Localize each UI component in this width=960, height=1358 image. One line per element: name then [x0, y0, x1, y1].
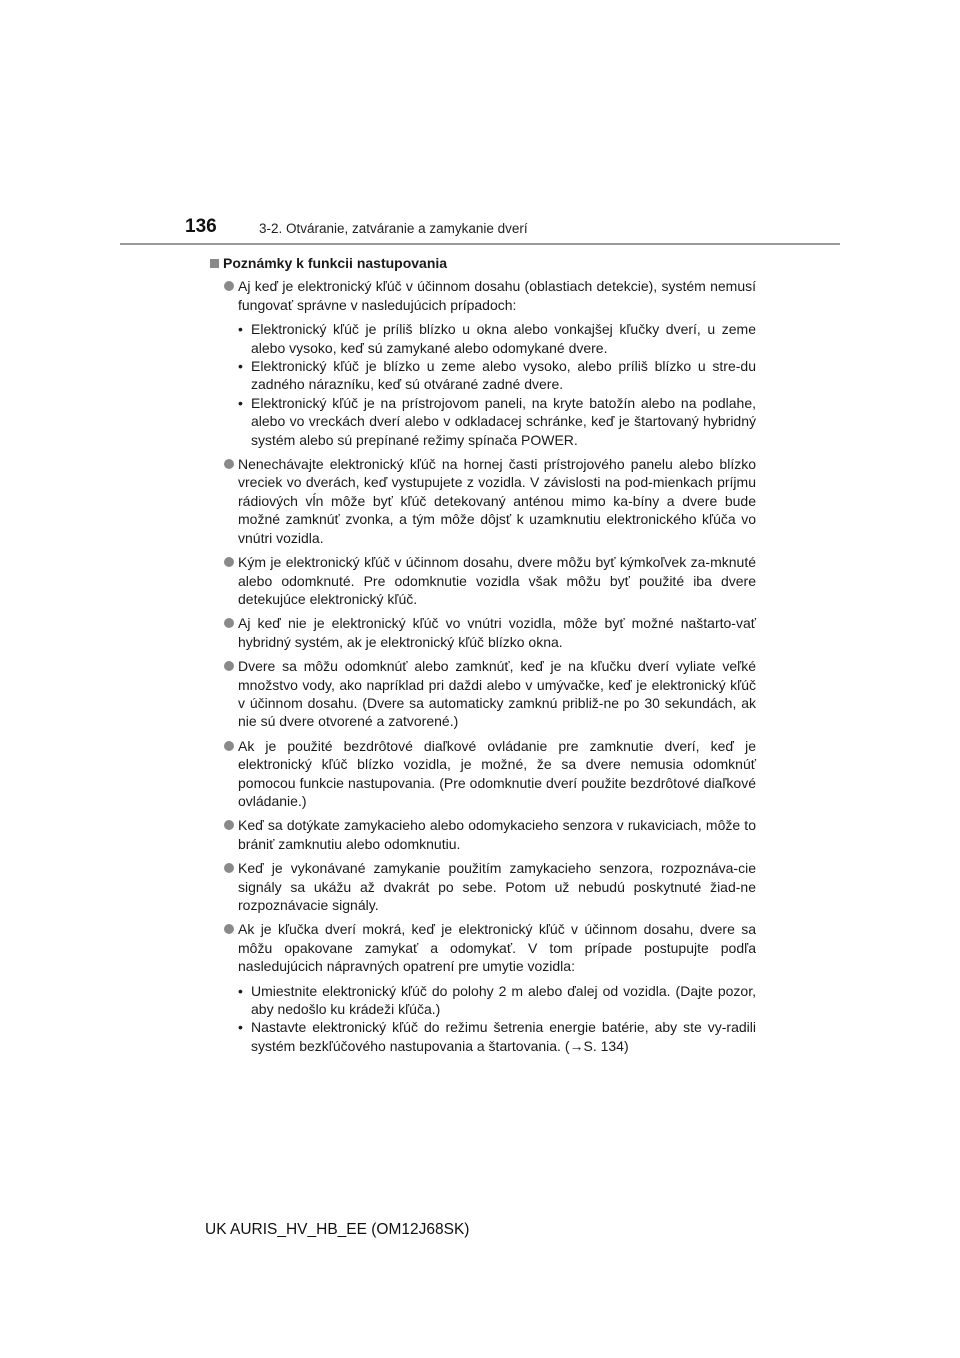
sub-item-text: Nastavte elektronický kľúč do režimu šetrenia energie batérie, aby ste vy-radili systém bezkľúčového nastupovania a štartovania. (→S. 134)	[251, 1019, 756, 1054]
circle-bullet-icon	[224, 661, 234, 671]
sub-item-text: Elektronický kľúč je príliš blízko u okna alebo vonkajšej kľučky dverí, u zeme alebo vysoko, keď sú zamykané alebo odomykané dvere.	[251, 321, 756, 356]
section-heading-text: Poznámky k funkcii nastupovania	[223, 255, 448, 271]
sub-list	[210, 320, 756, 449]
bullet-icon: •	[238, 321, 243, 338]
circle-bullet-icon	[224, 820, 234, 830]
note-text: Keď sa dotýkate zamykacieho alebo odomykacieho senzora v rukaviciach, môže to brániť zamknutiu alebo odomknutiu.	[238, 817, 756, 852]
note-text: Kým je elektronický kľúč v účinnom dosahu, dvere môžu byť kýmkoľvek za-mknuté alebo odomknuté. Pre odomknutie vozidla však môžu byť použité iba dvere detekujúce elektronický kľúč.	[238, 554, 756, 607]
circle-bullet-icon	[224, 863, 234, 873]
note-text: Dvere sa môžu odomknúť alebo zamknúť, keď je na kľučku dverí vyliate veľké množstvo vody, ako napríklad pri daždi alebo v umývačke, keď je elektronický kľúč v účinnom dosahu. (Dvere sa automaticky zamknú približ-ne po 30 sekundách, ak nie sú dvere otvorené a zatvorené.)	[238, 658, 756, 730]
circle-bullet-icon	[224, 459, 234, 469]
note-item	[210, 614, 756, 651]
square-bullet-icon	[210, 259, 219, 268]
header-rule	[120, 243, 840, 245]
note-item	[210, 816, 756, 853]
notes-list	[210, 277, 756, 1055]
page-number: 136	[185, 216, 217, 237]
sub-item	[210, 1018, 756, 1055]
bullet-icon: •	[238, 394, 243, 411]
note-text: Ak je kľučka dverí mokrá, keď je elektronický kľúč v účinnom dosahu, dvere sa môžu opakovane zamykať a odomykať. V tom prípade postupujte podľa nasledujúcich nápravných opatrení pre umytie vozidla:	[238, 921, 756, 975]
sub-item-text: Elektronický kľúč je na prístrojovom paneli, na kryte batožín alebo na podlahe, alebo vo vreckách dverí alebo v odkladacej schránke, keď je štartovaný hybridný systém alebo sú prepínané režimy spínača POWER.	[251, 394, 756, 448]
note-item	[210, 920, 756, 975]
bullet-icon: •	[238, 358, 243, 375]
circle-bullet-icon	[224, 281, 234, 291]
circle-bullet-icon	[224, 618, 234, 628]
circle-bullet-icon	[224, 741, 234, 751]
note-item	[210, 277, 756, 314]
chapter-title: 3-2. Otváranie, zatváranie a zamykanie dverí	[259, 221, 528, 236]
note-text: Aj keď je elektronický kľúč v účinnom dosahu (oblastiach detekcie), systém nemusí fungovať správne v nasledujúcich prípadoch:	[238, 278, 756, 313]
note-item	[210, 657, 756, 731]
note-item	[210, 859, 756, 914]
note-item	[210, 553, 756, 608]
section-heading	[210, 254, 756, 272]
note-text: Keď je vykonávané zamykanie použitím zamykacieho senzora, rozpoznáva-cie signály sa ukážu až dvakrát po sebe. Potom už nebudú poskytnuté žiad-ne rozpoznávacie signály.	[238, 860, 756, 913]
sub-list	[210, 982, 756, 1056]
bullet-icon: •	[238, 1019, 243, 1036]
note-item	[210, 737, 756, 811]
manual-code: UK AURIS_HV_HB_EE (OM12J68SK)	[205, 1221, 470, 1238]
bullet-icon: •	[238, 982, 243, 999]
circle-bullet-icon	[224, 557, 234, 567]
note-item	[210, 455, 756, 547]
sub-item	[210, 982, 756, 1019]
circle-bullet-icon	[224, 924, 234, 934]
note-text: Nenechávajte elektronický kľúč na hornej časti prístrojového panelu alebo blízko vreciek vo dverách, keď vystupujete z vozidla. V závislosti na pod-mienkach príjmu rádiových vĺn môže byť kľúč detekovaný anténou mimo ka-bíny a dvere bude možné zamknúť zvonka, a tým môže dôjsť k uzamknutiu elektronického kľúča vo vnútri vozidla.	[238, 456, 756, 546]
sub-item	[210, 320, 756, 357]
sub-item	[210, 357, 756, 394]
sub-item-text: Elektronický kľúč je blízko u zeme alebo vysoko, alebo príliš blízko u stre-du zadného nárazníku, keď sú otvárané zadné dvere.	[251, 358, 756, 393]
note-text: Ak je použité bezdrôtové diaľkové ovládanie pre zamknutie dverí, keď je elektronický kľúč blízko vozidla, je možné, že sa dvere nemusia odomknúť pomocou funkcie nastupovania. (Pre odomknutie dverí použite bezdrôtové diaľkové ovládanie.)	[238, 737, 756, 809]
note-text: Aj keď nie je elektronický kľúč vo vnútri vozidla, môže byť možné naštarto-vať hybridný systém, ak je elektronický kľúč blízko okna.	[238, 615, 756, 650]
content	[210, 254, 756, 1061]
sub-item-text: Umiestnite elektronický kľúč do polohy 2 m alebo ďalej od vozidla. (Dajte pozor, aby nedošlo ku krádeži kľúča.)	[251, 982, 756, 1018]
sub-item	[210, 394, 756, 449]
